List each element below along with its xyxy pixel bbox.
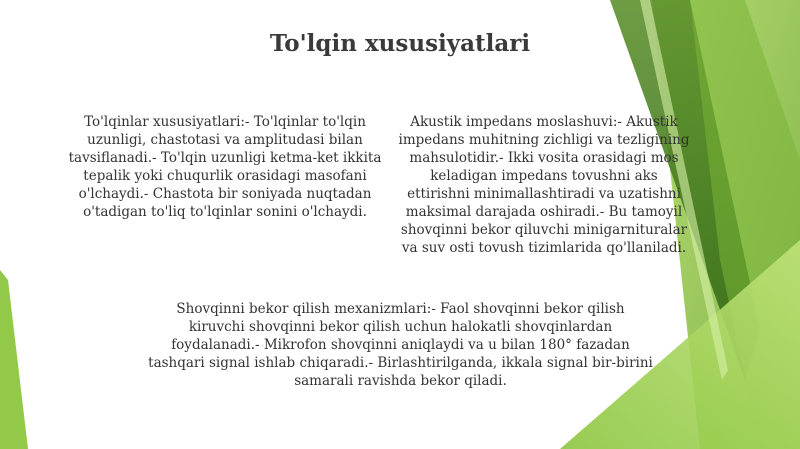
slide-title: To'lqin xususiyatlari [269,30,531,57]
noise-cancellation-text: Shovqinni bekor qilish mexanizmlari:- Faol shovqinni bekor qilish kiruvchi shovqinni bekor qilish uchun halokatli shovqinlardan foydalanadi.- Mikrofon shovqinni aniqlaydi va u bilan 180° fazadan tashqari signal ishlab chiqaradi.- Birlashtirilganda, ikkala signal bir-birini samarali ravishda bekor qiladi. [148,301,653,389]
wave-properties-text: To'lqinlar xususiyatlari:- To'lqinlar to'lqin uzunligi, chastotasi va amplitudasi bilan tavsiflanadi.- To'lqin uzunligi ketma-ket ikkita tepalik yoki chuqurlik orasidagi masofani o'lchaydi.- Chastota bir soniyada nuqtadan o'tadigan to'liq to'lqinlar sonini o'lchaydi. [68,114,382,220]
left-accent [0,270,28,449]
acoustic-impedance-text: Akustik impedans moslashuvi:- Akustik impedans muhitning zichligi va tezligining mahsulotidir.- Ikki vosita orasidagi mos keladigan impedans tovushni aks ettirishni minimallashtiradi va uzatishni maksimal darajada oshiradi.- Bu tamoyil shovqinni bekor qiluvchi minigarnituralar va suv osti tovush tizimlarida qo'llaniladi. [398,114,690,256]
